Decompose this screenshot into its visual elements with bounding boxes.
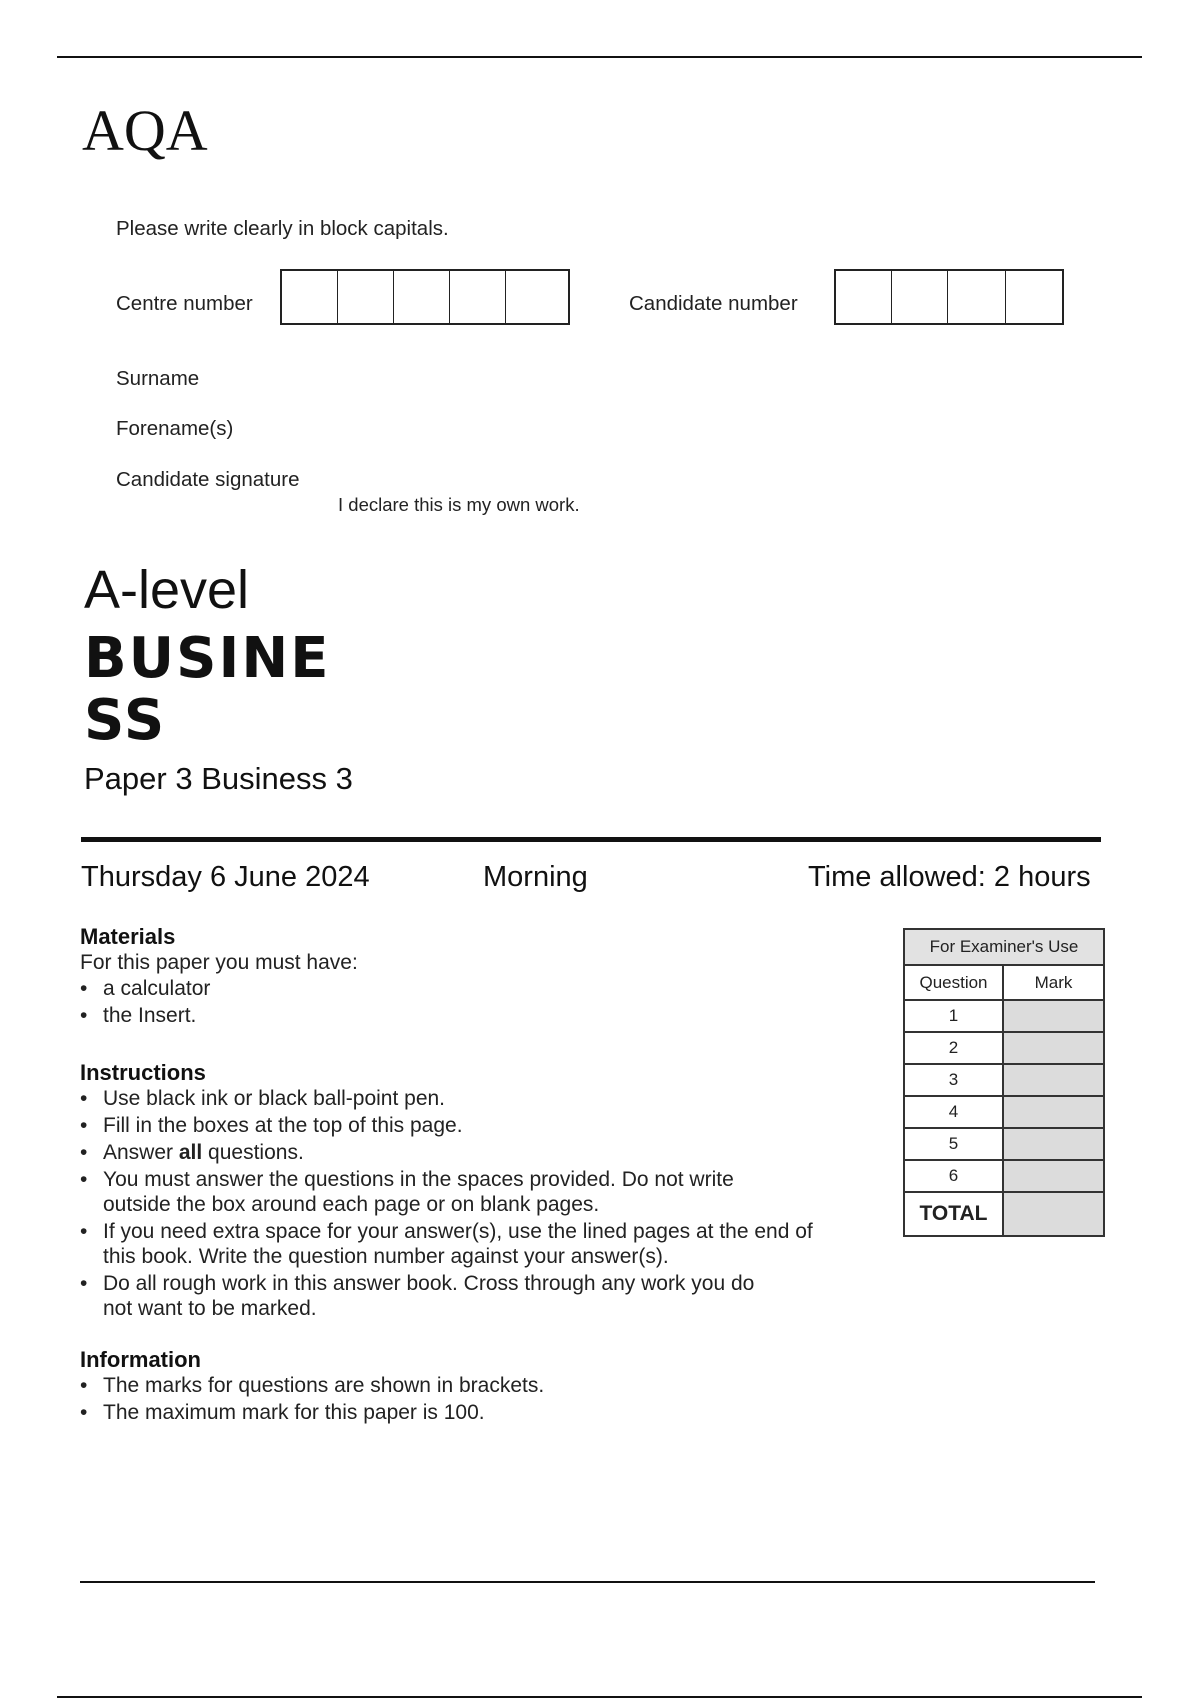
question-number: 6 — [904, 1160, 1003, 1192]
table-row — [904, 1064, 1104, 1096]
table-row — [904, 1160, 1104, 1192]
candidate-number-box[interactable] — [1006, 271, 1062, 323]
list-item: • the Insert. — [80, 1004, 197, 1027]
list-item: • If you need extra space for your answer(s), use the lined pages at the end of this book. Write the question number against your answer(s). — [80, 1220, 813, 1268]
subject-title: BUSINESS — [84, 626, 331, 753]
top-rule — [57, 56, 1142, 58]
centre-number-label: Centre number — [116, 292, 253, 315]
list-item: • a calculator — [80, 977, 211, 1000]
candidate-number-box[interactable] — [948, 271, 1006, 323]
time-allowed: Time allowed: 2 hours — [808, 861, 1091, 893]
qualification-level: A-level — [84, 560, 250, 620]
declaration-text: I declare this is my own work. — [338, 494, 580, 515]
list-item: • Fill in the boxes at the top of this page. — [80, 1114, 463, 1137]
aqa-logo: AQA — [82, 98, 208, 163]
materials-heading: Materials — [80, 924, 176, 949]
list-item: • You must answer the questions in the spaces provided. Do not write outside the box around each page or on blank pages. — [80, 1168, 734, 1216]
instructions-heading: Instructions — [80, 1060, 206, 1085]
table-row — [904, 1000, 1104, 1032]
mark-cell[interactable] — [1003, 1096, 1104, 1128]
mark-cell[interactable] — [1003, 1128, 1104, 1160]
centre-number-box[interactable] — [450, 271, 506, 323]
table-row — [904, 1128, 1104, 1160]
question-number: 5 — [904, 1128, 1003, 1160]
examiner-table-title: For Examiner's Use — [904, 929, 1104, 965]
candidate-number-box[interactable] — [892, 271, 948, 323]
table-row — [904, 1032, 1104, 1064]
question-number: 4 — [904, 1096, 1003, 1128]
question-number: 1 — [904, 1000, 1003, 1032]
centre-number-box[interactable] — [338, 271, 394, 323]
list-item: • The maximum mark for this paper is 100. — [80, 1401, 485, 1424]
mark-cell[interactable] — [1003, 1000, 1104, 1032]
bottom-rule — [57, 1696, 1142, 1698]
question-number: 3 — [904, 1064, 1003, 1096]
examiner-use-table — [903, 928, 1105, 1237]
total-mark-cell[interactable] — [1003, 1192, 1104, 1236]
block-capitals-instruction: Please write clearly in block capitals. — [116, 217, 449, 240]
centre-number-box[interactable] — [282, 271, 338, 323]
candidate-number-label: Candidate number — [629, 292, 798, 315]
list-item: • Use black ink or black ball-point pen. — [80, 1087, 446, 1110]
forenames-label: Forename(s) — [116, 417, 234, 440]
materials-intro: For this paper you must have: — [80, 951, 358, 974]
mark-cell[interactable] — [1003, 1064, 1104, 1096]
centre-number-box[interactable] — [506, 271, 564, 323]
signature-label: Candidate signature — [116, 468, 300, 491]
information-heading: Information — [80, 1347, 201, 1372]
exam-date: Thursday 6 June 2024 — [81, 861, 370, 893]
candidate-number-boxes[interactable] — [834, 269, 1064, 325]
mark-cell[interactable] — [1003, 1032, 1104, 1064]
information-section — [80, 1346, 880, 1427]
table-row — [904, 1096, 1104, 1128]
total-label: TOTAL — [904, 1192, 1003, 1236]
exam-session: Morning — [483, 861, 588, 893]
paper-title: Paper 3 Business 3 — [84, 761, 353, 796]
question-column-header: Question — [904, 965, 1003, 1000]
list-item: • Answer all questions. — [80, 1141, 304, 1164]
centre-number-box[interactable] — [394, 271, 450, 323]
mark-column-header: Mark — [1003, 965, 1104, 1000]
materials-section — [80, 923, 880, 1030]
title-divider — [81, 837, 1101, 842]
instructions-list — [80, 1086, 880, 1321]
materials-list — [80, 976, 880, 1028]
list-item: • Do all rough work in this answer book. Cross through any work you do not want to be marked. — [80, 1272, 755, 1320]
information-list — [80, 1373, 880, 1425]
table-row — [904, 1192, 1104, 1236]
footer-rule — [80, 1581, 1095, 1583]
centre-number-boxes[interactable] — [280, 269, 570, 325]
mark-cell[interactable] — [1003, 1160, 1104, 1192]
question-number: 2 — [904, 1032, 1003, 1064]
list-item: • The marks for questions are shown in brackets. — [80, 1374, 545, 1397]
surname-label: Surname — [116, 367, 200, 390]
candidate-number-box[interactable] — [836, 271, 892, 323]
instructions-section — [80, 1059, 880, 1323]
